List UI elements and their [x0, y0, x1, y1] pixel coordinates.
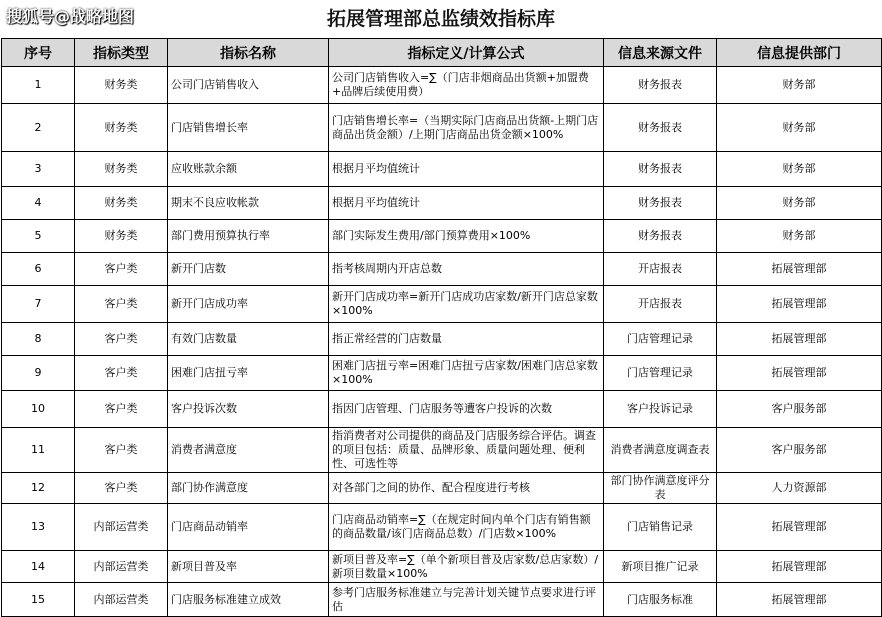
cell-type: 内部运营类	[75, 504, 168, 551]
cell-type: 客户类	[75, 391, 168, 428]
table-row	[2, 286, 882, 323]
cell-name: 有效门店数量	[168, 323, 329, 356]
cell-no: 14	[2, 551, 75, 583]
cell-no: 9	[2, 356, 75, 391]
cell-source: 财务报表	[604, 220, 717, 253]
cell-no: 11	[2, 428, 75, 473]
header-type: 指标类型	[75, 39, 168, 67]
cell-type: 财务类	[75, 187, 168, 220]
table-row	[2, 551, 882, 583]
cell-source: 财务报表	[604, 104, 717, 152]
cell-type: 客户类	[75, 473, 168, 504]
cell-type: 客户类	[75, 253, 168, 286]
header-dept: 信息提供部门	[717, 39, 882, 67]
cell-name: 消费者满意度	[168, 428, 329, 473]
cell-definition: 门店销售增长率=（当期实际门店商品出货额-上期门店商品出货金额）/上期门店商品出货金额×100%	[329, 104, 604, 152]
cell-dept: 客户服务部	[717, 391, 882, 428]
cell-definition: 对各部门之间的协作、配合程度进行考核	[329, 473, 604, 504]
cell-definition: 指正常经营的门店数量	[329, 323, 604, 356]
cell-source: 门店管理记录	[604, 356, 717, 391]
table-row	[2, 104, 882, 152]
cell-definition: 指因门店管理、门店服务等遭客户投诉的次数	[329, 391, 604, 428]
cell-definition: 公司门店销售收入=∑（门店非烟商品出货额+加盟费+品牌后续使用费）	[329, 67, 604, 104]
header-definition: 指标定义/计算公式	[329, 39, 604, 67]
cell-name: 困难门店扭亏率	[168, 356, 329, 391]
cell-type: 客户类	[75, 356, 168, 391]
table-row	[2, 428, 882, 473]
cell-definition: 指消费者对公司提供的商品及门店服务综合评估。调查的项目包括：质量、品牌形象、质量问题处理、便利性、可选性等	[329, 428, 604, 473]
cell-dept: 拓展管理部	[717, 583, 882, 617]
cell-source: 门店管理记录	[604, 323, 717, 356]
table-row	[2, 152, 882, 187]
cell-dept: 财务部	[717, 67, 882, 104]
cell-dept: 拓展管理部	[717, 286, 882, 323]
watermark: 搜狐号@战略地图	[6, 7, 135, 26]
cell-source: 财务报表	[604, 152, 717, 187]
cell-source: 开店报表	[604, 286, 717, 323]
cell-no: 2	[2, 104, 75, 152]
cell-source: 客户投诉记录	[604, 391, 717, 428]
cell-dept: 拓展管理部	[717, 253, 882, 286]
kpi-table	[1, 38, 882, 617]
cell-type: 财务类	[75, 104, 168, 152]
cell-no: 5	[2, 220, 75, 253]
cell-no: 4	[2, 187, 75, 220]
cell-dept: 财务部	[717, 220, 882, 253]
header-name: 指标名称	[168, 39, 329, 67]
table-row	[2, 323, 882, 356]
cell-definition: 部门实际发生费用/部门预算费用×100%	[329, 220, 604, 253]
cell-dept: 客户服务部	[717, 428, 882, 473]
cell-definition: 门店商品动销率=∑（在规定时间内单个门店有销售额的商品数量/该门店商品总数）/门店数×100%	[329, 504, 604, 551]
table-row	[2, 356, 882, 391]
cell-name: 新项目普及率	[168, 551, 329, 583]
cell-dept: 财务部	[717, 187, 882, 220]
cell-name: 门店商品动销率	[168, 504, 329, 551]
cell-type: 财务类	[75, 220, 168, 253]
cell-definition: 根据月平均值统计	[329, 187, 604, 220]
table-row	[2, 391, 882, 428]
cell-name: 公司门店销售收入	[168, 67, 329, 104]
cell-source: 财务报表	[604, 187, 717, 220]
table-row	[2, 187, 882, 220]
cell-dept: 人力资源部	[717, 473, 882, 504]
cell-source: 财务报表	[604, 67, 717, 104]
cell-definition: 新开门店成功率=新开门店成功店家数/新开门店总家数×100%	[329, 286, 604, 323]
cell-dept: 拓展管理部	[717, 551, 882, 583]
cell-definition: 困难门店扭亏率=困难门店扭亏店家数/困难门店总家数×100%	[329, 356, 604, 391]
cell-source: 门店服务标准	[604, 583, 717, 617]
cell-type: 财务类	[75, 152, 168, 187]
header-no: 序号	[2, 39, 75, 67]
cell-dept: 拓展管理部	[717, 356, 882, 391]
cell-dept: 拓展管理部	[717, 504, 882, 551]
cell-dept: 财务部	[717, 152, 882, 187]
cell-dept: 财务部	[717, 104, 882, 152]
table-row	[2, 583, 882, 617]
cell-type: 财务类	[75, 67, 168, 104]
cell-name: 新开门店成功率	[168, 286, 329, 323]
cell-no: 6	[2, 253, 75, 286]
cell-name: 门店服务标准建立成效	[168, 583, 329, 617]
table-row	[2, 253, 882, 286]
cell-source: 新项目推广记录	[604, 551, 717, 583]
cell-name: 客户投诉次数	[168, 391, 329, 428]
table-row	[2, 473, 882, 504]
cell-no: 7	[2, 286, 75, 323]
cell-name: 应收账款余额	[168, 152, 329, 187]
cell-name: 门店销售增长率	[168, 104, 329, 152]
cell-name: 新开门店数	[168, 253, 329, 286]
cell-type: 客户类	[75, 323, 168, 356]
cell-type: 内部运营类	[75, 583, 168, 617]
cell-source: 部门协作满意度评分表	[604, 473, 717, 504]
page-title: 拓展管理部总监绩效指标库	[326, 8, 555, 30]
cell-name: 部门费用预算执行率	[168, 220, 329, 253]
cell-no: 10	[2, 391, 75, 428]
cell-no: 1	[2, 67, 75, 104]
cell-definition: 指考核周期内开店总数	[329, 253, 604, 286]
cell-source: 开店报表	[604, 253, 717, 286]
cell-type: 客户类	[75, 286, 168, 323]
cell-source: 消费者满意度调查表	[604, 428, 717, 473]
cell-dept: 拓展管理部	[717, 323, 882, 356]
cell-name: 部门协作满意度	[168, 473, 329, 504]
cell-no: 12	[2, 473, 75, 504]
cell-definition: 根据月平均值统计	[329, 152, 604, 187]
header-row	[2, 39, 882, 67]
cell-definition: 参考门店服务标准建立与完善计划关键节点要求进行评估	[329, 583, 604, 617]
cell-source: 门店销售记录	[604, 504, 717, 551]
cell-name: 期末不良应收帐款	[168, 187, 329, 220]
table-row	[2, 67, 882, 104]
table-row	[2, 220, 882, 253]
header-source: 信息来源文件	[604, 39, 717, 67]
cell-no: 3	[2, 152, 75, 187]
cell-no: 15	[2, 583, 75, 617]
cell-type: 客户类	[75, 428, 168, 473]
table-row	[2, 504, 882, 551]
cell-type: 内部运营类	[75, 551, 168, 583]
cell-definition: 新项目普及率=∑（单个新项目普及店家数/总店家数）/新项目数量×100%	[329, 551, 604, 583]
cell-no: 8	[2, 323, 75, 356]
cell-no: 13	[2, 504, 75, 551]
